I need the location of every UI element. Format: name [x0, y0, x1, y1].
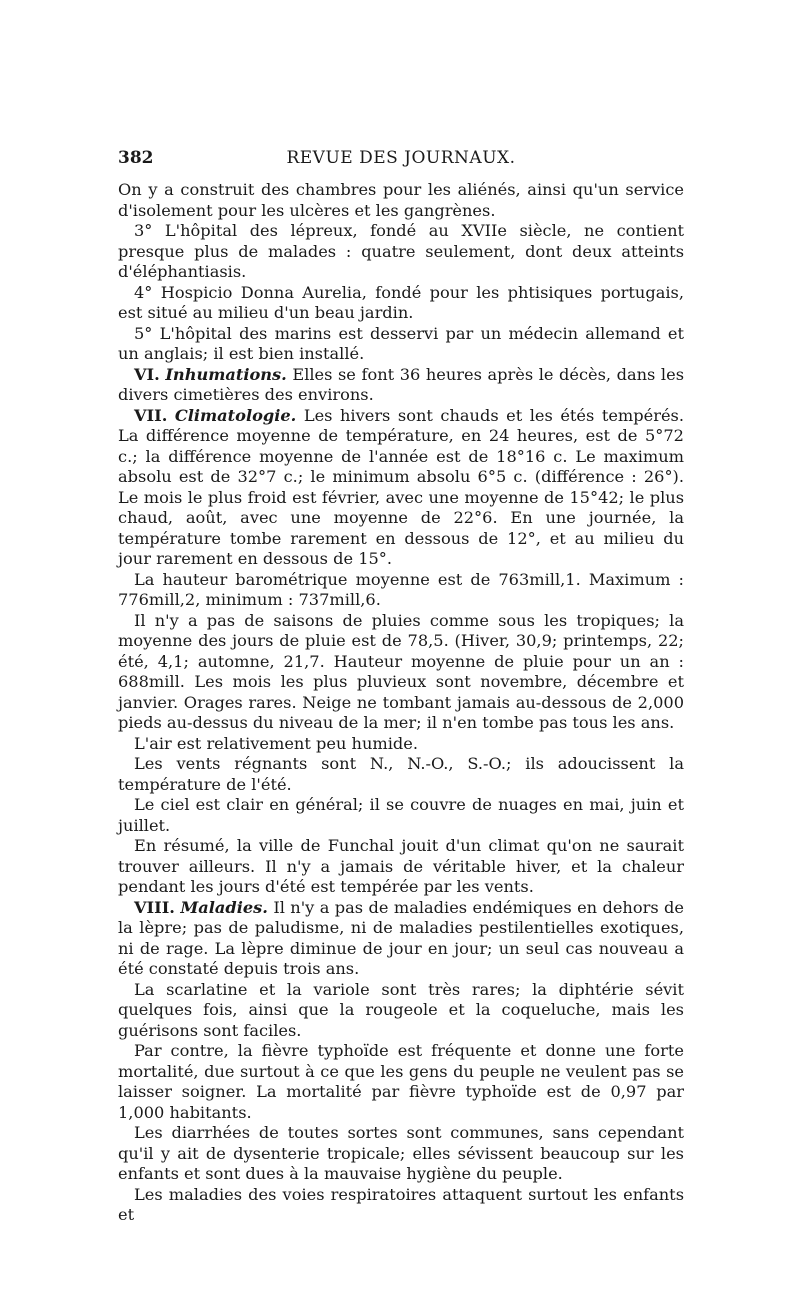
section-title: Maladies.	[180, 897, 268, 917]
section-text: Les hivers sont chauds et les étés tempérés. La différence moyenne de température, en 24 heures, est de 5°72 c.; la différence moyenne de l'année est de 18°16 c. Le maximum absolu est de 32°7 c.; le minimum absolu 6°5 c. (différence : 26°). Le mois le plus froid est février, avec une moyenne de 15°42; le plus chaud, août, avec une moyenne de 22°6. En une journée, la température tombe rarement en dessous de 12°, et au milieu du jour rarement en dessous de 15°.	[118, 405, 684, 568]
paragraph: Le ciel est clair en général; il se couvre de nuages en mai, juin et juillet.	[118, 795, 684, 835]
section-number: VI.	[134, 364, 160, 384]
paragraph: La hauteur barométrique moyenne est de 763mill,1. Maximum : 776mill,2, minimum : 737mill,6.	[118, 569, 684, 609]
paragraph: 4° Hospicio Donna Aurelia, fondé pour les phtisiques portugais, est situé au milieu d'un beau jardin.	[118, 282, 684, 322]
section-title: Climatologie.	[174, 405, 297, 425]
section-number: VIII.	[134, 897, 175, 917]
section-number: VII.	[134, 405, 168, 425]
section-text: Elles se font 36 heures après le décès, dans les divers cimetières des environs.	[118, 364, 684, 404]
running-title: REVUE DES JOURNAUX.	[286, 148, 516, 168]
paragraph: 3° L'hôpital des lépreux, fondé au XVIIe siècle, ne contient presque plus de malades : quatre seulement, dont deux atteints d'éléphantiasis.	[118, 221, 684, 281]
paragraph: Par contre, la fièvre typhoïde est fréquente et donne une forte mortalité, due surtout à ce que les gens du peuple ne veulent pas se laisser soigner. La mortalité par fièvre typhoïde est de 0,97 par 1,000 habitants.	[118, 1041, 684, 1122]
section-paragraph	[118, 406, 684, 570]
paragraph: Il n'y a pas de saisons de pluies comme sous les tropiques; la moyenne des jours de pluie est de 78,5. (Hiver, 30,9; printemps, 22; été, 4,1; automne, 21,7. Hauteur moyenne de pluie pour un an : 688mill. Les mois les plus pluvieux sont novembre, décembre et janvier. Orages rares. Neige ne tombant jamais au-dessous de 2,000 pieds au-dessus du niveau de la mer; il n'en tombe pas tous les ans.	[118, 610, 684, 732]
paragraph: L'air est relativement peu humide.	[134, 733, 418, 753]
paragraph: Les maladies des voies respiratoires attaquent surtout les enfants et	[118, 1184, 684, 1224]
paragraph: 5° L'hôpital des marins est desservi par un médecin allemand et un anglais; il est bien installé.	[118, 323, 684, 363]
paragraph: En résumé, la ville de Funchal jouit d'un climat qu'on ne saurait trouver ailleurs. Il n'y a jamais de véritable hiver, et la chaleur pendant les jours d'été est tempérée par les vents.	[118, 836, 684, 896]
paragraph: La scarlatine et la variole sont très rares; la diphtérie sévit quelques fois, ainsi que la rougeole et la coqueluche, mais les guérisons sont faciles.	[118, 979, 684, 1040]
paragraph: On y a construit des chambres pour les aliénés, ainsi qu'un service d'isolement pour les ulcères et les gangrènes.	[118, 180, 684, 220]
section-text: Il n'y a pas de maladies endémiques en dehors de la lèpre; pas de paludisme, ni de maladies pestilentielles exotiques, ni de rage. La lèpre diminue de jour en jour; un seul cas nouveau a été constaté depuis trois ans.	[118, 897, 684, 978]
page-header	[118, 148, 684, 172]
paragraph: Les vents régnants sont N., N.-O., S.-O.; ils adoucissent la température de l'été.	[118, 754, 684, 794]
section-paragraph	[118, 898, 684, 980]
section-title: Inhumations.	[165, 364, 287, 384]
body-text	[118, 180, 684, 1226]
section-paragraph	[118, 365, 684, 406]
paragraph: Les diarrhées de toutes sortes sont communes, sans cependant qu'il y ait de dysenterie tropicale; elles sévissent beaucoup sur les enfants et sont dues à la mauvaise hygiène du peuple.	[118, 1123, 684, 1183]
page-number: 382	[118, 148, 154, 168]
